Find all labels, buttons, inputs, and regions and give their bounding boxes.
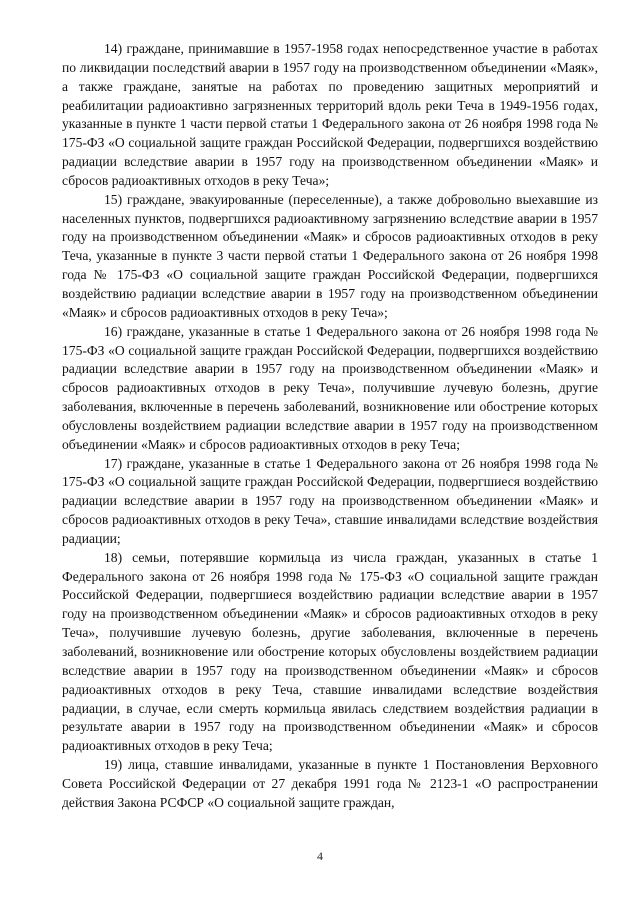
page-number: 4 (317, 849, 323, 863)
list-item-18: 18) семьи, потерявшие кормильца из числа граждан, указанных в статье 1 Федерального закона от 26 ноября 1998 года № 175-ФЗ «О социальной защите граждан Российской Федерации, подвергшиеся воздействию радиации вследствие аварии в 1957 году на производственном объединении «Маяк» и сбросов радиоактивных отходов в реку Теча», получившие лучевую болезнь, другие заболевания, включенные в перечень заболеваний, возникновение или обострение которых обусловлены воздействием радиации вследствие аварии в 1957 году на производственном объединении «Маяк» и сбросов радиоактивных отходов в реку Теча, ставшие инвалидами вследствие воздействия радиации, в случае, если смерть кормильца явилась следствием воздействия радиации в результате аварии в 1957 году на производственном объединении «Маяк» и сбросов радиоактивных отходов в реку Теча; (62, 549, 598, 754)
list-item-17: 17) граждане, указанные в статье 1 Федерального закона от 26 ноября 1998 года № 175-ФЗ «О социальной защите граждан Российской Федерации, подвергшиеся воздействию радиации вследствие аварии в 1957 году на производственном объединении «Маяк» и сбросов радиоактивных отходов в реку Теча», ставшие инвалидами вследствие воздействия радиации; (62, 455, 598, 546)
list-item-15: 15) граждане, эвакуированные (переселенные), а также добровольно выехавшие из населенных пунктов, подвергшихся радиоактивному загрязнению вследствие аварии в 1957 году на производственном объединении «Маяк» и сбросов радиоактивных отходов в реку Теча, указанные в пункте 3 части первой статьи 1 Федерального закона от 26 ноября 1998 года № 175-ФЗ «О социальной защите граждан Российской Федерации, подвергшихся воздействию радиации вследствие аварии в 1957 году на производственном объединении «Маяк» и сбросов радиоактивных отходов в реку Теча»; (62, 191, 598, 320)
list-item-16: 16) граждане, указанные в статье 1 Федерального закона от 26 ноября 1998 года № 175-ФЗ «О социальной защите граждан Российской Федерации, подвергшихся воздействию радиации вследствие аварии в 1957 году на производственном объединении «Маяк» и сбросов радиоактивных отходов в реку Теча», получившие лучевую болезнь, другие заболевания, включенные в перечень заболеваний, возникновение или обострение которых обусловлены воздействием радиации вследствие аварии в 1957 году на производственном объединении «Маяк» и сбросов радиоактивных отходов в реку Теча; (62, 323, 598, 452)
list-item-14: 14) граждане, принимавшие в 1957-1958 годах непосредственное участие в работах по ликвидации последствий аварии в 1957 году на производственном объединении «Маяк», а также граждане, занятые на работах по проведению защитных мероприятий и реабилитации радиоактивно загрязненных территорий вдоль реки Теча в 1949-1956 годах, указанные в пункте 1 части первой статьи 1 Федерального закона от 26 ноября 1998 года № 175-ФЗ «О социальной защите граждан Российской Федерации, подвергшихся воздействию радиации вследствие аварии в 1957 году на производственном объединении «Маяк» и сбросов радиоактивных отходов в реку Теча»; (62, 41, 598, 188)
list-item-19: 19) лица, ставшие инвалидами, указанные в пункте 1 Постановления Верховного Совета Российской Федерации от 27 декабря 1991 года № 2123-1 «О распространении действия Закона РСФСР «О социальной защите граждан, (62, 757, 598, 810)
document-body (62, 40, 598, 813)
